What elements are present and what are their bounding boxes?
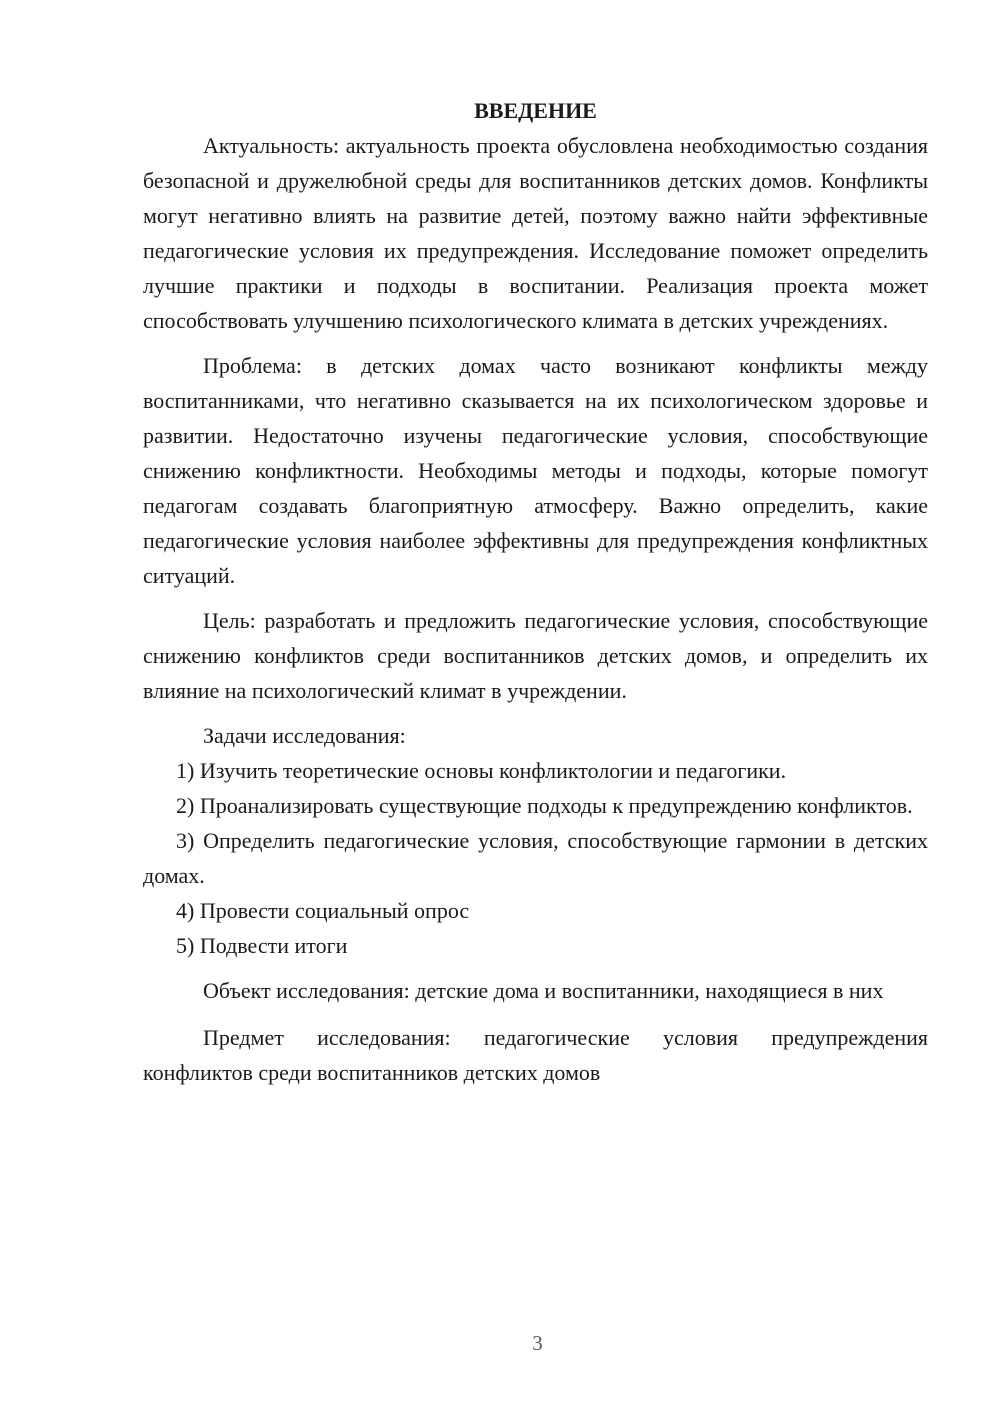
page-number: 3: [532, 1331, 543, 1355]
task-item-5: 5) Подвести итоги: [176, 933, 348, 958]
task-item-3: 3) Определить педагогические условия, способствующие гармонии в детских домах.: [143, 828, 928, 888]
task-item-2: 2) Проанализировать существующие подходы к предупреждению конфликтов.: [176, 793, 913, 818]
paragraph-tasks-title: Задачи исследования:: [203, 723, 406, 748]
task-item-1: 1) Изучить теоретические основы конфликтологии и педагогики.: [176, 758, 787, 783]
paragraph-goal: Цель: разработать и предложить педагогические условия, способствующие снижению конфликтов среди воспитанников детских домов, и определить их влияние на психологический климат в учреждении.: [143, 608, 928, 703]
paragraph-object: Объект исследования: детские дома и воспитанники, находящиеся в них: [203, 978, 884, 1003]
paragraph-relevance: Актуальность: актуальность проекта обусловлена необходимостью создания безопасной и дружелюбной среды для воспитанников детских домов. Конфликты могут негативно влиять на развитие детей, поэтому важно найти эффективные педагогические условия их предупреждения. Исследование поможет определить лучшие практики и подходы в воспитании. Реализация проекта может способствовать улучшению психологического климата в детских учреждениях.: [143, 133, 928, 333]
paragraph-problem: Проблема: в детских домах часто возникают конфликты между воспитанниками, что негативно сказывается на их психологическом здоровье и развитии. Недостаточно изучены педагогические условия, способствующие снижению конфликтности. Необходимы методы и подходы, которые помогут педагогам создавать благоприятную атмосферу. Важно определить, какие педагогические условия наиболее эффективны для предупреждения конфликтных ситуаций.: [143, 353, 928, 588]
task-item-4: 4) Провести социальный опрос: [176, 898, 470, 923]
page-content: [143, 93, 928, 1090]
paragraph-subject: Предмет исследования: педагогические условия предупреждения конфликтов среди воспитанников детских домов: [143, 1025, 928, 1085]
page-heading: ВВЕДЕНИЕ: [474, 98, 597, 123]
